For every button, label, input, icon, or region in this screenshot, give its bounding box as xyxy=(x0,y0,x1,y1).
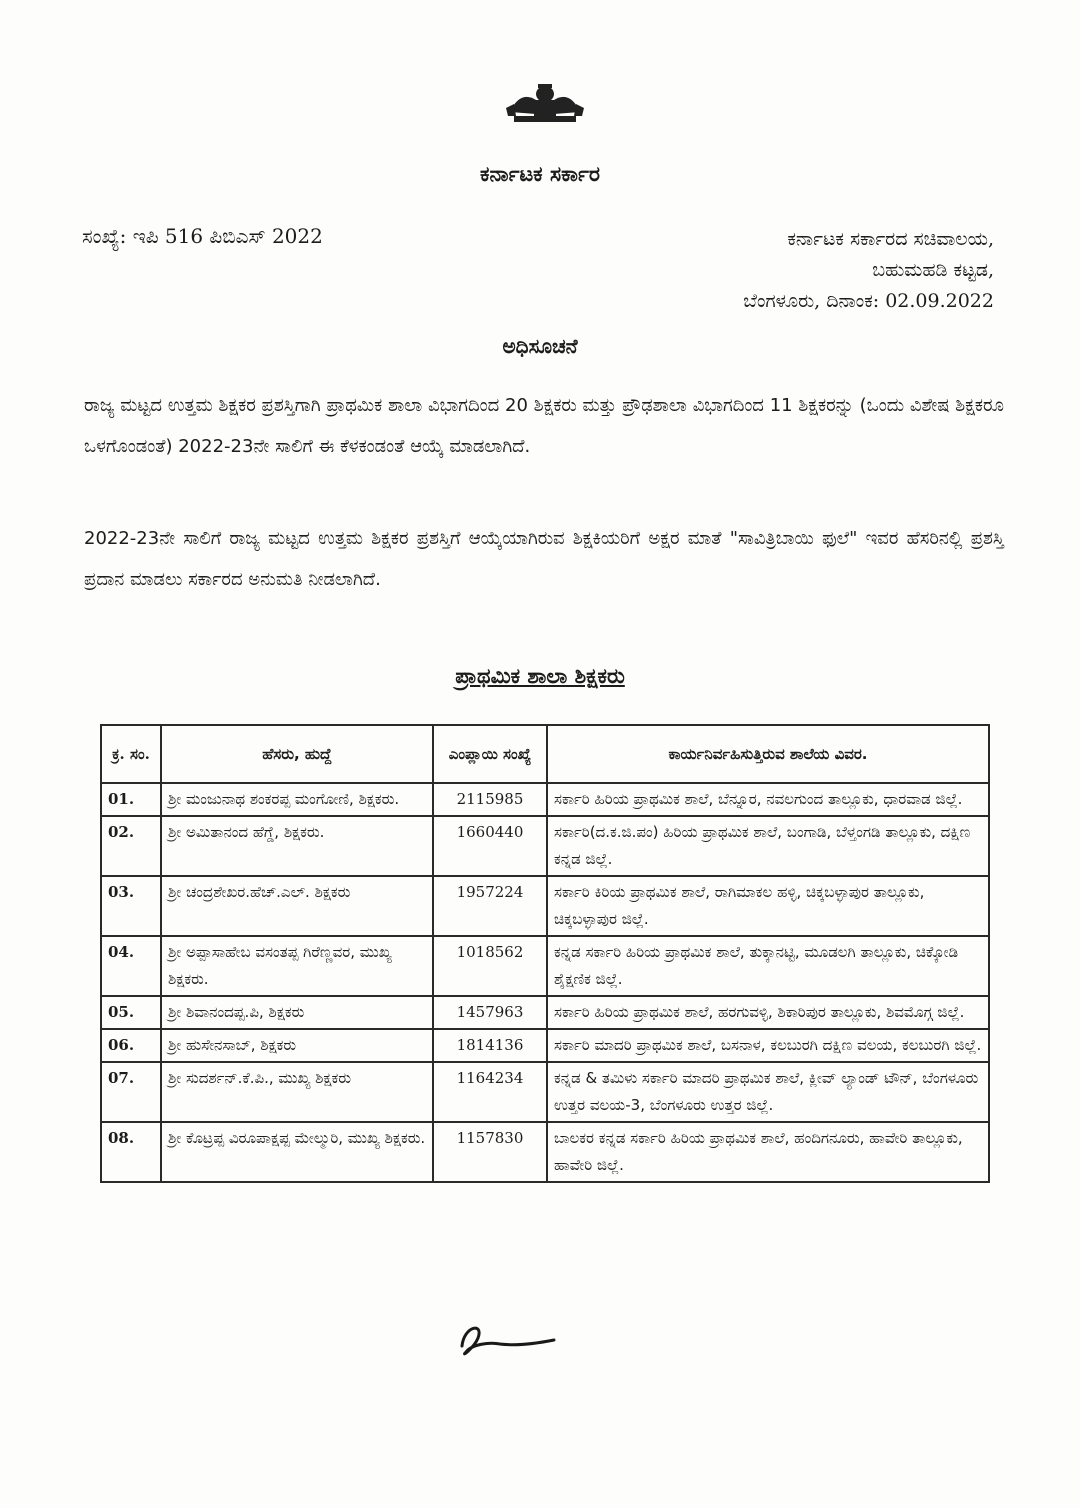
row-name: ಶ್ರೀ ಮಂಜುನಾಥ ಶಂಕರಪ್ಪ ಮಂಗೋಣಿ, ಶಿಕ್ಷಕರು. xyxy=(161,783,433,816)
table-row xyxy=(101,936,989,996)
row-name: ಶ್ರೀ ಅಮಿತಾನಂದ ಹೆಗ್ಡೆ, ಶಿಕ್ಷಕರು. xyxy=(161,816,433,876)
state-emblem-icon xyxy=(500,78,590,128)
row-name: ಶ್ರೀ ಚಂದ್ರಶೇಖರ.ಹೆಚ್.ಎಲ್. ಶಿಕ್ಷಕರು xyxy=(161,876,433,936)
row-serial: 05. xyxy=(101,996,161,1029)
row-serial: 08. xyxy=(101,1122,161,1182)
row-school: ಕನ್ನಡ & ತಮಿಳು ಸರ್ಕಾರಿ ಮಾದರಿ ಪ್ರಾಥಮಿಕ ಶಾಲೆ, ಕ್ಲೀವ್ ಲ್ಯಾಂಡ್ ಟೌನ್, ಬೆಂಗಳೂರು ಉತ್ತರ ವಲಯ-3, ಬೆಂಗಳೂರು ಉತ್ತರ ಜಿಲ್ಲೆ. xyxy=(547,1062,989,1122)
notification-paragraph-1: ರಾಜ್ಯ ಮಟ್ಟದ ಉತ್ತಮ ಶಿಕ್ಷಕರ ಪ್ರಶಸ್ತಿಗಾಗಿ ಪ್ರಾಥಮಿಕ ಶಾಲಾ ವಿಭಾಗದಿಂದ 20 ಶಿಕ್ಷಕರು ಮತ್ತು ಪ್ರೌಢಶಾಲಾ ವಿಭಾಗದಿಂದ 11 ಶಿಕ್ಷಕರನ್ನು (ಒಂದು ವಿಶೇಷ ಶಿಕ್ಷಕರೂ ಒಳಗೊಂಡಂತೆ) 2022-23ನೇ ಸಾಲಿಗೆ ಈ ಕೆಳಕಂಡಂತೆ ಆಯ್ಕೆ ಮಾಡಲಾಗಿದೆ. xyxy=(84,395,1004,457)
row-name: ಶ್ರೀ ಸುದರ್ಶನ್.ಕೆ.ಪಿ., ಮುಖ್ಯ ಶಿಕ್ಷಕರು xyxy=(161,1062,433,1122)
row-employee-id: 1814136 xyxy=(433,1029,547,1062)
row-name: ಶ್ರೀ ಹುಸೇನಸಾಬ್, ಶಿಕ್ಷಕರು xyxy=(161,1029,433,1062)
row-name: ಶ್ರೀ ಶಿವಾನಂದಪ್ಪ.ಪಿ, ಶಿಕ್ಷಕರು xyxy=(161,996,433,1029)
address-block xyxy=(743,224,994,317)
government-title: ಕರ್ನಾಟಕ ಸರ್ಕಾರ xyxy=(480,162,600,186)
table-title-text: ಪ್ರಾಥಮಿಕ ಶಾಲಾ ಶಿಕ್ಷಕರು xyxy=(455,664,625,688)
row-employee-id: 1157830 xyxy=(433,1122,547,1182)
row-school: ಸರ್ಕಾರಿ ಮಾದರಿ ಪ್ರಾಥಮಿಕ ಶಾಲೆ, ಬಸನಾಳ, ಕಲಬುರಗಿ ದಕ್ಷಿಣ ವಲಯ, ಕಲಬುರಗಿ ಜಿಲ್ಲೆ. xyxy=(547,1029,989,1062)
header-serial: ಕ್ರ. ಸಂ. xyxy=(101,725,161,783)
row-school: ಸರ್ಕಾರಿ ಕಿರಿಯ ಪ್ರಾಥಮಿಕ ಶಾಲೆ, ರಾಗಿಮಾಕಲ ಹಳ್ಳಿ, ಚಿಕ್ಕಬಳ್ಳಾಪುರ ತಾಲ್ಲೂಕು, ಚಿಕ್ಕಬಳ್ಳಾಪುರ ಜಿಲ್ಲೆ. xyxy=(547,876,989,936)
row-serial: 07. xyxy=(101,1062,161,1122)
row-school: ಸರ್ಕಾರಿ ಹಿರಿಯ ಪ್ರಾಥಮಿಕ ಶಾಲೆ, ಬೆನ್ನೂರ, ನವಲಗುಂದ ತಾಲ್ಲೂಕು, ಧಾರವಾಡ ಜಿಲ್ಲೆ. xyxy=(547,783,989,816)
table-header-row xyxy=(101,725,989,783)
row-serial: 01. xyxy=(101,783,161,816)
row-employee-id: 2115985 xyxy=(433,783,547,816)
table-row xyxy=(101,816,989,876)
order-number: ಸಂಖ್ಯೆ: ಇಪಿ 516 ಪಿಬಿಎಸ್ 2022 xyxy=(82,224,323,248)
notification-title: ಅಧಿಸೂಚನೆ xyxy=(502,334,578,358)
table-row xyxy=(101,876,989,936)
row-school: ಸರ್ಕಾರಿ ಹಿರಿಯ ಪ್ರಾಥಮಿಕ ಶಾಲೆ, ಹರಗುವಳ್ಳಿ, ಶಿಕಾರಿಪುರ ತಾಲ್ಲೂಕು, ಶಿವಮೊಗ್ಗ ಜಿಲ್ಲೆ. xyxy=(547,996,989,1029)
table-title xyxy=(0,664,1080,689)
table-row xyxy=(101,1122,989,1182)
header-name: ಹೆಸರು, ಹುದ್ದೆ xyxy=(161,725,433,783)
address-line-3: ಬೆಂಗಳೂರು, ದಿನಾಂಕ: 02.09.2022 xyxy=(743,290,994,312)
row-employee-id: 1164234 xyxy=(433,1062,547,1122)
row-serial: 02. xyxy=(101,816,161,876)
row-school: ಬಾಲಕರ ಕನ್ನಡ ಸರ್ಕಾರಿ ಹಿರಿಯ ಪ್ರಾಥಮಿಕ ಶಾಲೆ, ಹಂದಿಗನೂರು, ಹಾವೇರಿ ತಾಲ್ಲೂಕು, ಹಾವೇರಿ ಜಿಲ್ಲೆ. xyxy=(547,1122,989,1182)
teachers-table xyxy=(100,724,990,1183)
row-employee-id: 1457963 xyxy=(433,996,547,1029)
notification-paragraph-2: 2022-23ನೇ ಸಾಲಿಗೆ ರಾಜ್ಯ ಮಟ್ಟದ ಉತ್ತಮ ಶಿಕ್ಷಕರ ಪ್ರಶಸ್ತಿಗೆ ಆಯ್ಕೆಯಾಗಿರುವ ಶಿಕ್ಷಕಿಯರಿಗೆ ಅಕ್ಷರ ಮಾತೆ "ಸಾವಿತ್ರಿಬಾಯಿ ಫುಲೆ" ಇವರ ಹೆಸರಿನಲ್ಲಿ ಪ್ರಶಸ್ತಿ ಪ್ರದಾನ ಮಾಡಲು ಸರ್ಕಾರದ ಅನುಮತಿ ನೀಡಲಾಗಿದೆ. xyxy=(84,528,1004,590)
header-school: ಕಾರ್ಯನಿರ್ವಹಿಸುತ್ತಿರುವ ಶಾಲೆಯ ವಿವರ. xyxy=(547,725,989,783)
table-row xyxy=(101,783,989,816)
header-employee-id: ಎಂಪ್ಲಾಯಿ ಸಂಖ್ಯೆ xyxy=(433,725,547,783)
row-serial: 04. xyxy=(101,936,161,996)
row-name: ಶ್ರೀ ಅಪ್ಪಾಸಾಹೇಬ ವಸಂತಪ್ಪ ಗಿರೆಣ್ಣವರ, ಮುಖ್ಯ ಶಿಕ್ಷಕರು. xyxy=(161,936,433,996)
row-employee-id: 1018562 xyxy=(433,936,547,996)
table-row xyxy=(101,1062,989,1122)
address-line-1: ಕರ್ನಾಟಕ ಸರ್ಕಾರದ ಸಚಿವಾಲಯ, xyxy=(787,228,994,250)
row-employee-id: 1957224 xyxy=(433,876,547,936)
row-school: ಕನ್ನಡ ಸರ್ಕಾರಿ ಹಿರಿಯ ಪ್ರಾಥಮಿಕ ಶಾಲೆ, ತುಕ್ಕಾನಟ್ಟಿ, ಮೂಡಲಗಿ ತಾಲ್ಲೂಕು, ಚಿಕ್ಕೋಡಿ ಶೈಕ್ಷಣಿಕ ಜಿಲ್ಲೆ. xyxy=(547,936,989,996)
row-employee-id: 1660440 xyxy=(433,816,547,876)
row-serial: 06. xyxy=(101,1029,161,1062)
signature-mark xyxy=(450,1316,560,1366)
table-row xyxy=(101,1029,989,1062)
row-serial: 03. xyxy=(101,876,161,936)
address-line-2: ಬಹುಮಹಡಿ ಕಟ್ಟಡ, xyxy=(872,259,994,281)
table-row xyxy=(101,996,989,1029)
row-name: ಶ್ರೀ ಕೊಟ್ರಪ್ಪ ವಿರೂಪಾಕ್ಷಪ್ಪ ಮೇಲ್ಮುರಿ, ಮುಖ್ಯ ಶಿಕ್ಷಕರು. xyxy=(161,1122,433,1182)
row-school: ಸರ್ಕಾರಿ(ದ.ಕ.ಜಿ.ಪಂ) ಹಿರಿಯ ಪ್ರಾಥಮಿಕ ಶಾಲೆ, ಬಂಗಾಡಿ, ಬೆಳ್ತಂಗಡಿ ತಾಲ್ಲೂಕು, ದಕ್ಷಿಣ ಕನ್ನಡ ಜಿಲ್ಲೆ. xyxy=(547,816,989,876)
